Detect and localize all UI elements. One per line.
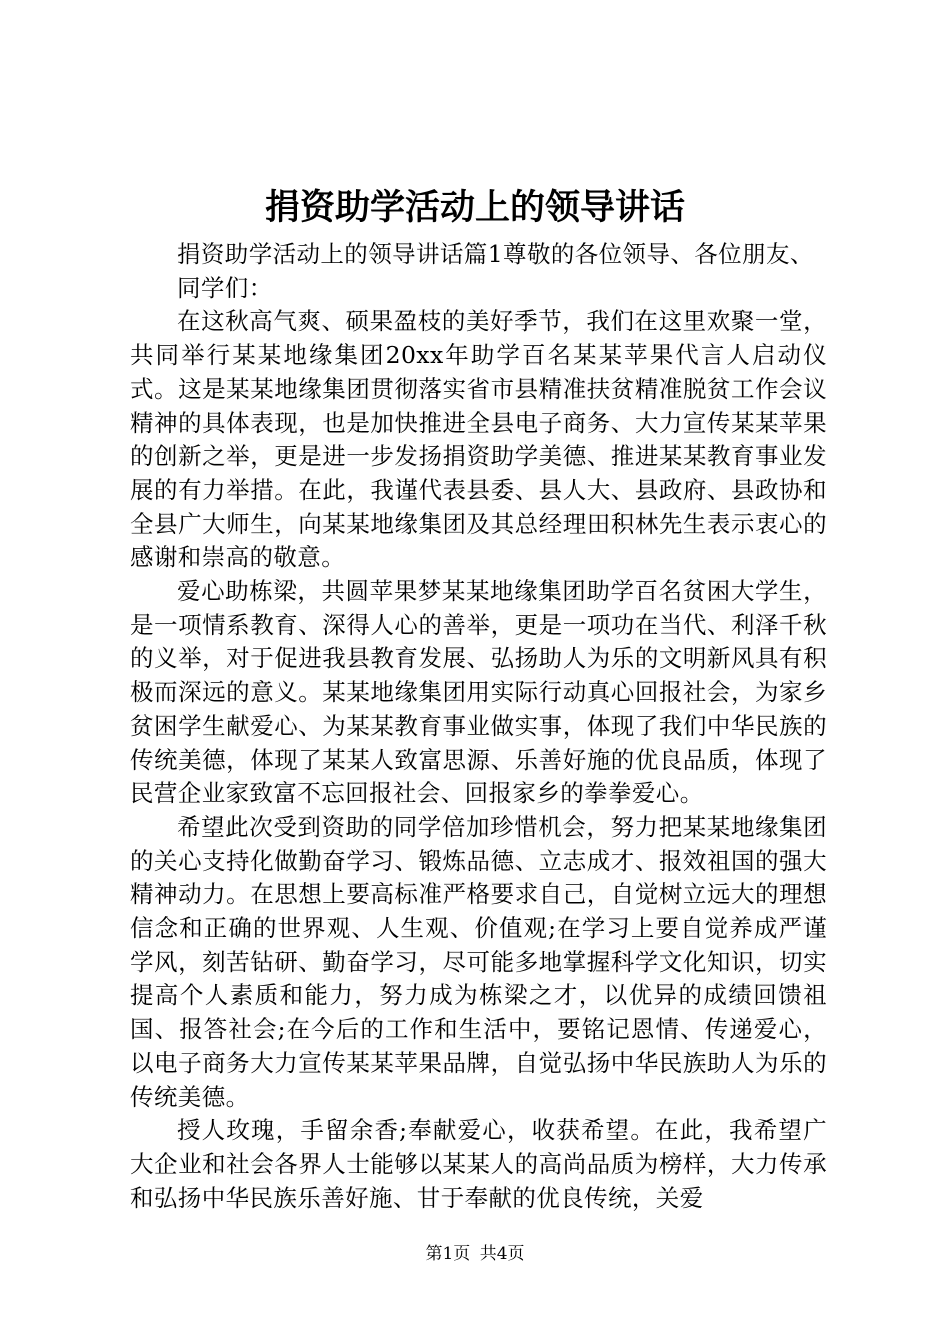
paragraph-3: 希望此次受到资助的同学倍加珍惜机会，努力把某某地缘集团的关心支持化做勤奋学习、锻炼品德、立志成才、报效祖国的强大精神动力。在思想上要高标准严格要求自己，自觉树立远大的理想信念和正确的世界观、人生观、价值观;在学习上要自觉养成严谨学风，刻苦钻研、勤奋学习，尽可能多地掌握科学文化知识，切实提高个人素质和能力，努力成为栋梁之才，以优异的成绩回馈祖国、报答社会;在今后的工作和生活中，要铭记恩情、传递爱心，以电子商务大力宣传某某苹果品牌，自觉弘扬中华民族助人为乐的传统美德。 xyxy=(130,812,827,1111)
document-body xyxy=(130,238,827,1215)
paragraph-salutation: 同学们： xyxy=(177,273,273,302)
paragraph-4: 授人玫瑰，手留余香;奉献爱心，收获希望。在此，我希望广大企业和社会各界人士能够以某某人的高尚品质为榜样，大力传承和弘扬中华民族乐善好施、甘于奉献的优良传统，关爱 xyxy=(130,1116,827,1212)
page-title: 捐资助学活动上的领导讲话 xyxy=(264,187,685,228)
paragraph-1: 在这秋高气爽、硕果盈枝的美好季节，我们在这里欢聚一堂，共同举行某某地缘集团20xx年助学百名某某苹果代言人启动仪式。这是某某地缘集团贯彻落实省市县精准扶贫精准脱贫工作会议精神的具体表现，也是加快推进全县电子商务、大力宣传某某苹果的创新之举，更是进一步发扬捐资助学美德、推进某某教育事业发展的有力举措。在此，我谨代表县委、县人大、县政府、县政协和全县广大师生，向某某地缘集团及其总经理田积林先生表示衷心的感谢和崇高的敬意。 xyxy=(130,307,827,572)
page-footer: 第1页 共4页 xyxy=(425,1244,525,1264)
paragraph-2: 爱心助栋梁，共圆苹果梦某某地缘集团助学百名贫困大学生，是一项情系教育、深得人心的善举，更是一项功在当代、利泽千秋的义举，对于促进我县教育发展、弘扬助人为乐的文明新风具有积极而深远的意义。某某地缘集团用实际行动真心回报社会，为家乡贫困学生献爱心、为某某教育事业做实事，体现了我们中华民族的传统美德，体现了某某人致富思源、乐善好施的优良品质，体现了民营企业家致富不忘回报社会、回报家乡的拳拳爱心。 xyxy=(130,577,827,808)
paragraph-opening: 捐资助学活动上的领导讲话篇1尊敬的各位领导、各位朋友、 xyxy=(177,240,814,268)
